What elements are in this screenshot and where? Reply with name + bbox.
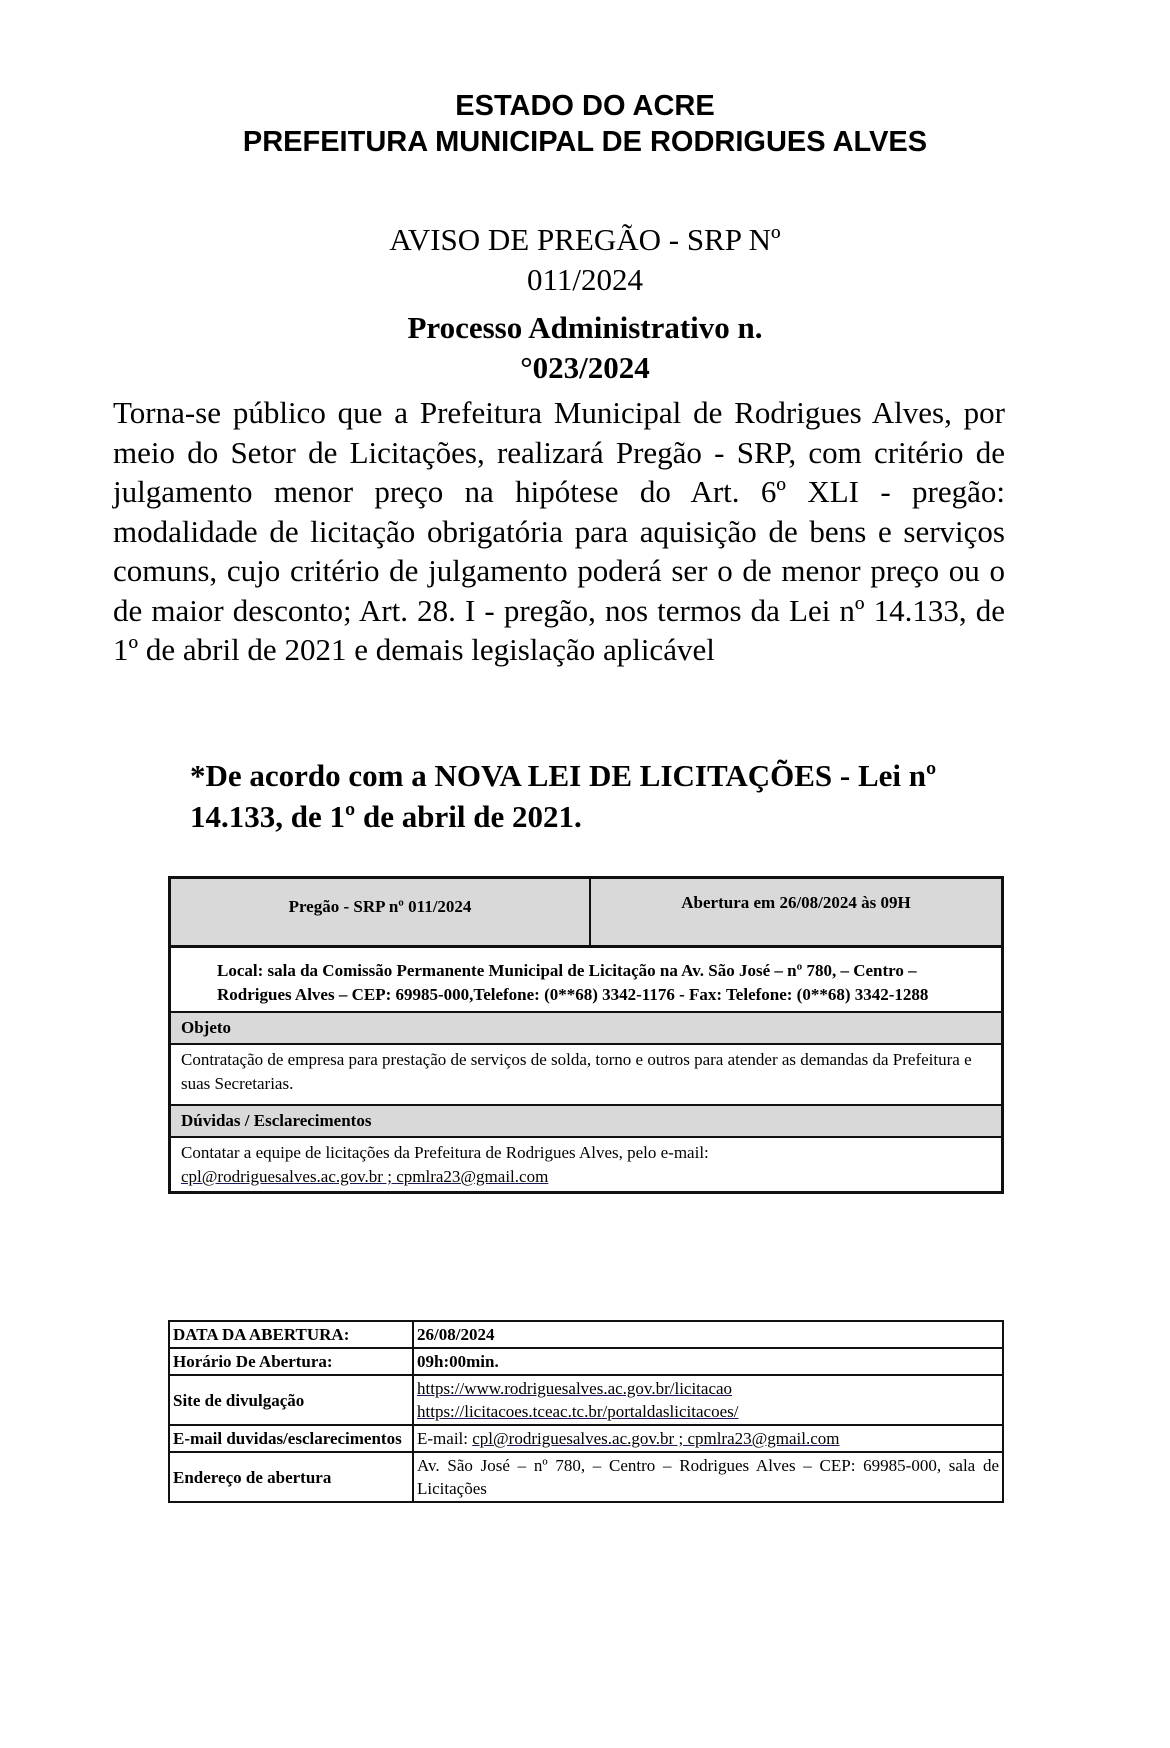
site-links: [413, 1375, 1003, 1425]
objeto-label: Objeto: [171, 1011, 1001, 1045]
site-link-prefeitura[interactable]: https://www.rodriguesalves.ac.gov.br/licitacao: [417, 1379, 733, 1398]
site-link-tceac[interactable]: https://licitacoes.tceac.tc.br/portaldaslicitacoes/: [417, 1402, 739, 1421]
processo-title: [0, 308, 1170, 388]
summary-table: [168, 876, 1004, 1194]
row-label: Site de divulgação: [169, 1375, 413, 1425]
email-link-cpl[interactable]: cpl@rodriguesalves.ac.gov.br: [472, 1429, 675, 1448]
duvidas-content: [171, 1138, 1001, 1191]
aviso-line-1: AVISO DE PREGÃO - SRP Nº: [389, 222, 781, 257]
summary-table-header: [171, 879, 1001, 948]
opening-address: Av. São José – nº 780, – Centro – Rodrigues Alves – CEP: 69985-000, sala de Licitações: [413, 1452, 1003, 1502]
table-row: [169, 1452, 1003, 1502]
processo-line-1: Processo Administrativo n.: [407, 310, 763, 345]
row-label: Endereço de abertura: [169, 1452, 413, 1502]
table-row: [169, 1375, 1003, 1425]
opening-time: 09h:00min.: [413, 1348, 1003, 1375]
municipality-title: PREFEITURA MUNICIPAL DE RODRIGUES ALVES: [242, 126, 928, 158]
processo-line-2: °023/2024: [520, 350, 650, 385]
email-link-gmail[interactable]: cpmlra23@gmail.com: [396, 1167, 549, 1186]
email-link-cpl[interactable]: cpl@rodriguesalves.ac.gov.br: [181, 1167, 383, 1186]
intro-paragraph: Torna-se público que a Prefeitura Municipal de Rodrigues Alves, por meio do Setor de Licitações, realizará Pregão - SRP, com critério de julgamento menor preço na hipótese do Art. 6º XLI - pregão: modalidade de licitação obrigatória para aquisição de bens e serviços comuns, cujo critério de julgamento poderá ser o de menor preço ou o de maior desconto; Art. 28. I - pregão, nos termos da Lei nº 14.133, de 1º de abril de 2021 e demais legislação aplicável: [113, 395, 1005, 667]
row-label: E-mail duvidas/esclarecimentos: [169, 1425, 413, 1452]
aviso-line-2: 011/2024: [527, 262, 643, 297]
pregao-number: Pregão - SRP nº 011/2024: [171, 879, 591, 945]
document-header: [0, 88, 1170, 160]
aviso-title: [0, 220, 1170, 300]
email-prefix: E-mail:: [417, 1429, 473, 1448]
row-label: Horário De Abertura:: [169, 1348, 413, 1375]
table-row: [169, 1348, 1003, 1375]
duvidas-emails: [181, 1165, 991, 1189]
duvidas-text: Contatar a equipe de licitações da Prefeitura de Rodrigues Alves, pelo e-mail:: [181, 1143, 709, 1162]
email-cell: [413, 1425, 1003, 1452]
info-table: [168, 1320, 1004, 1503]
table-row: [169, 1425, 1003, 1452]
email-separator: ;: [382, 1167, 397, 1186]
abertura-date: Abertura em 26/08/2024 às 09H: [681, 893, 911, 912]
email-separator: ;: [674, 1429, 688, 1448]
nova-lei-notice: *De acordo com a NOVA LEI DE LICITAÇÕES - Lei nº 14.133, de 1º de abril de 2021.: [190, 758, 937, 834]
row-label: DATA DA ABERTURA:: [169, 1321, 413, 1348]
email-link-gmail[interactable]: cpmlra23@gmail.com: [687, 1429, 840, 1448]
state-title: ESTADO DO ACRE: [455, 90, 715, 122]
duvidas-label: Dúvidas / Esclarecimentos: [171, 1104, 1001, 1138]
local-info: Local: sala da Comissão Permanente Municipal de Licitação na Av. São José – nº 780, – Centro – Rodrigues Alves – CEP: 69985-000,Telefone: (0**68) 3342-1176 - Fax: Telefone: (0**68) 3342-1288: [217, 961, 929, 1004]
objeto-text: Contratação de empresa para prestação de serviços de solda, torno e outros para atender as demandas da Prefeitura e suas Secretarias.: [181, 1050, 972, 1093]
table-row: [169, 1321, 1003, 1348]
opening-date: 26/08/2024: [413, 1321, 1003, 1348]
